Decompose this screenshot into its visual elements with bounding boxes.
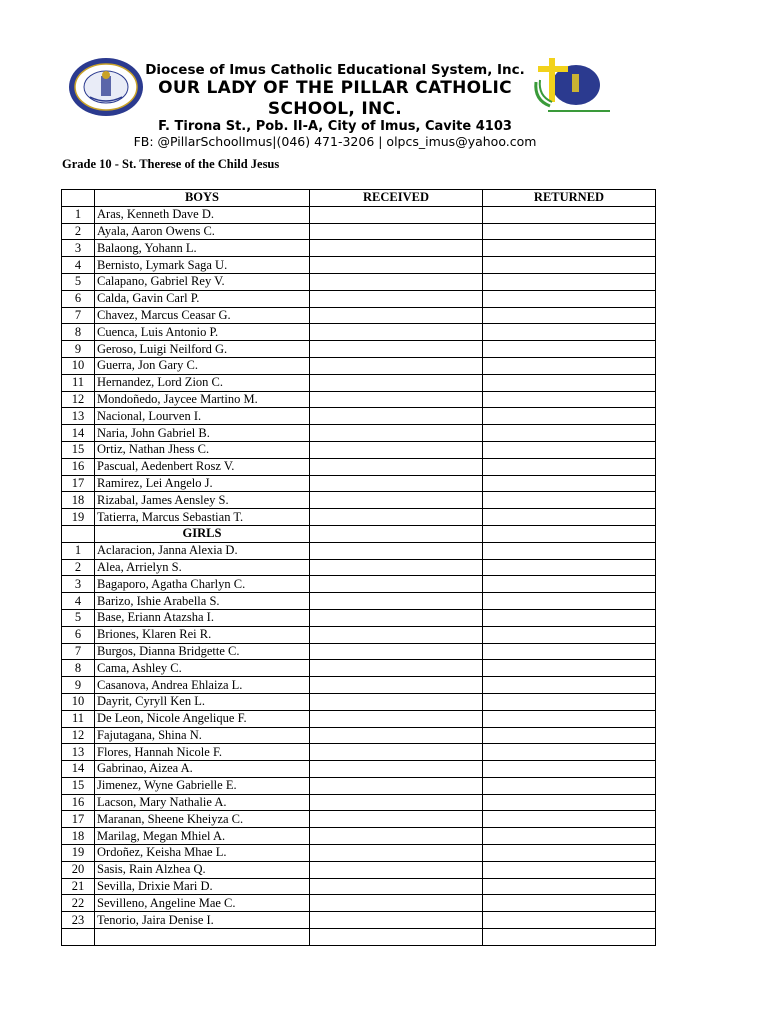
received-cell[interactable] xyxy=(310,811,483,828)
table-row xyxy=(62,408,656,425)
student-name: Cama, Ashley C. xyxy=(95,660,310,677)
returned-cell[interactable] xyxy=(483,475,656,492)
received-cell[interactable] xyxy=(310,240,483,257)
student-name: Marilag, Megan Mhiel A. xyxy=(95,828,310,845)
letterhead xyxy=(0,0,768,150)
table-row xyxy=(62,509,656,526)
student-name: Barizo, Ishie Arabella S. xyxy=(95,593,310,610)
student-name: Tatierra, Marcus Sebastian T. xyxy=(95,509,310,526)
student-name: Casanova, Andrea Ehlaiza L. xyxy=(95,677,310,694)
received-cell[interactable] xyxy=(310,710,483,727)
received-cell[interactable] xyxy=(310,542,483,559)
school-name-line2: SCHOOL, INC. xyxy=(267,99,403,119)
student-name: Calda, Gavin Carl P. xyxy=(95,290,310,307)
table-row xyxy=(62,677,656,694)
table-row xyxy=(62,727,656,744)
row-number: 4 xyxy=(62,593,95,610)
table-row xyxy=(62,693,656,710)
school-contact: FB: @PillarSchoolImus|(046) 471-3206 | olpcs_imus@yahoo.com xyxy=(133,134,537,149)
table-row xyxy=(62,593,656,610)
row-number: 8 xyxy=(62,324,95,341)
row-number: 7 xyxy=(62,307,95,324)
table-row xyxy=(62,307,656,324)
row-number: 2 xyxy=(62,559,95,576)
returned-cell[interactable] xyxy=(483,290,656,307)
school-address: F. Tirona St., Pob. II-A, City of Imus, Cavite 4103 xyxy=(158,119,512,134)
returned-cell[interactable] xyxy=(483,727,656,744)
received-cell[interactable] xyxy=(310,206,483,223)
received-cell[interactable] xyxy=(310,626,483,643)
received-cell[interactable] xyxy=(310,559,483,576)
student-name: Rizabal, James Aensley S. xyxy=(95,492,310,509)
returned-cell[interactable] xyxy=(483,929,656,946)
returned-cell[interactable] xyxy=(483,878,656,895)
returned-cell[interactable] xyxy=(483,777,656,794)
row-number: 11 xyxy=(62,374,95,391)
table-row xyxy=(62,475,656,492)
received-cell[interactable] xyxy=(310,408,483,425)
school-seal-icon xyxy=(68,57,144,117)
returned-cell[interactable] xyxy=(483,626,656,643)
student-name: Naria, John Gabriel B. xyxy=(95,425,310,442)
table-row xyxy=(62,744,656,761)
row-number: 18 xyxy=(62,492,95,509)
returned-cell[interactable] xyxy=(483,257,656,274)
returned-cell[interactable] xyxy=(483,643,656,660)
received-cell[interactable] xyxy=(310,744,483,761)
student-name: Bernisto, Lymark Saga U. xyxy=(95,257,310,274)
student-name: Balaong, Yohann L. xyxy=(95,240,310,257)
table-row xyxy=(62,626,656,643)
returned-cell[interactable] xyxy=(483,609,656,626)
returned-cell[interactable] xyxy=(483,206,656,223)
row-number: 7 xyxy=(62,643,95,660)
girls-section-label: GIRLS xyxy=(95,525,310,542)
received-column-header: RECEIVED xyxy=(310,190,483,207)
row-number: 14 xyxy=(62,761,95,778)
table-row xyxy=(62,240,656,257)
table-row xyxy=(62,374,656,391)
boys-column-header: BOYS xyxy=(95,190,310,207)
student-name: Gabrinao, Aizea A. xyxy=(95,761,310,778)
row-number: 16 xyxy=(62,794,95,811)
returned-cell[interactable] xyxy=(483,761,656,778)
table-row xyxy=(62,257,656,274)
table-row xyxy=(62,861,656,878)
row-number: 4 xyxy=(62,257,95,274)
row-number: 15 xyxy=(62,441,95,458)
returned-cell[interactable] xyxy=(483,895,656,912)
student-name: Fajutagana, Shina N. xyxy=(95,727,310,744)
row-number: 2 xyxy=(62,223,95,240)
row-number: 6 xyxy=(62,290,95,307)
returned-cell[interactable] xyxy=(483,408,656,425)
row-number: 1 xyxy=(62,206,95,223)
table-row xyxy=(62,576,656,593)
table-row xyxy=(62,492,656,509)
returned-cell[interactable] xyxy=(483,492,656,509)
number-column-header xyxy=(62,190,95,207)
row-number: 15 xyxy=(62,777,95,794)
student-name: Alea, Arrielyn S. xyxy=(95,559,310,576)
row-number: 20 xyxy=(62,861,95,878)
received-cell[interactable] xyxy=(310,341,483,358)
received-cell[interactable] xyxy=(310,290,483,307)
student-name: Aras, Kenneth Dave D. xyxy=(95,206,310,223)
table-header-row xyxy=(62,190,656,207)
returned-cell[interactable] xyxy=(483,223,656,240)
student-name: Mondoñedo, Jaycee Martino M. xyxy=(95,391,310,408)
student-name: Geroso, Luigi Neilford G. xyxy=(95,341,310,358)
row-number: 22 xyxy=(62,895,95,912)
student-name: Briones, Klaren Rei R. xyxy=(95,626,310,643)
received-cell[interactable] xyxy=(310,794,483,811)
student-name: Jimenez, Wyne Gabrielle E. xyxy=(95,777,310,794)
student-name: Sasis, Rain Alzhea Q. xyxy=(95,861,310,878)
received-cell[interactable] xyxy=(310,492,483,509)
received-cell[interactable] xyxy=(310,929,483,946)
table-row xyxy=(62,643,656,660)
returned-cell[interactable] xyxy=(483,794,656,811)
row-number: 10 xyxy=(62,693,95,710)
row-number: 1 xyxy=(62,542,95,559)
table-row xyxy=(62,609,656,626)
returned-cell[interactable] xyxy=(483,273,656,290)
school-name-block xyxy=(140,62,530,120)
received-cell[interactable] xyxy=(310,458,483,475)
student-name: Nacional, Lourven I. xyxy=(95,408,310,425)
row-number: 5 xyxy=(62,609,95,626)
received-cell[interactable] xyxy=(310,845,483,862)
returned-cell[interactable] xyxy=(483,391,656,408)
student-name: Burgos, Dianna Bridgette C. xyxy=(95,643,310,660)
returned-cell[interactable] xyxy=(483,811,656,828)
table-row xyxy=(62,357,656,374)
table-row xyxy=(62,845,656,862)
received-cell[interactable] xyxy=(310,593,483,610)
returned-cell[interactable] xyxy=(483,693,656,710)
row-number: 9 xyxy=(62,677,95,694)
row-number: 19 xyxy=(62,845,95,862)
cross-emblem-icon xyxy=(530,52,612,118)
received-cell[interactable] xyxy=(310,609,483,626)
row-number: 19 xyxy=(62,509,95,526)
row-number: 3 xyxy=(62,576,95,593)
table-row xyxy=(62,391,656,408)
student-name: Ortiz, Nathan Jhess C. xyxy=(95,441,310,458)
table-row xyxy=(62,290,656,307)
received-cell[interactable] xyxy=(310,643,483,660)
row-number: 17 xyxy=(62,475,95,492)
returned-column-header: RETURNED xyxy=(483,190,656,207)
returned-cell[interactable] xyxy=(483,710,656,727)
student-name: Guerra, Jon Gary C. xyxy=(95,357,310,374)
student-name: Pascual, Aedenbert Rosz V. xyxy=(95,458,310,475)
received-cell[interactable] xyxy=(310,307,483,324)
returned-cell[interactable] xyxy=(483,525,656,542)
received-cell[interactable] xyxy=(310,324,483,341)
table-row xyxy=(62,458,656,475)
roster-table xyxy=(61,189,656,946)
table-row xyxy=(62,341,656,358)
returned-cell[interactable] xyxy=(483,357,656,374)
received-cell[interactable] xyxy=(310,912,483,929)
received-cell[interactable] xyxy=(310,223,483,240)
received-cell[interactable] xyxy=(310,861,483,878)
returned-cell[interactable] xyxy=(483,509,656,526)
table-row xyxy=(62,324,656,341)
table-row xyxy=(62,878,656,895)
received-cell[interactable] xyxy=(310,895,483,912)
student-name: Flores, Hannah Nicole F. xyxy=(95,744,310,761)
received-cell[interactable] xyxy=(310,878,483,895)
row-number: 5 xyxy=(62,273,95,290)
received-cell[interactable] xyxy=(310,677,483,694)
returned-cell[interactable] xyxy=(483,576,656,593)
row-number: 9 xyxy=(62,341,95,358)
returned-cell[interactable] xyxy=(483,744,656,761)
student-name: Hernandez, Lord Zion C. xyxy=(95,374,310,391)
table-row xyxy=(62,425,656,442)
row-number: 18 xyxy=(62,828,95,845)
blank-name-cell xyxy=(95,929,310,946)
student-name: Base, Eriann Atazsha I. xyxy=(95,609,310,626)
girls-section-row xyxy=(62,525,656,542)
table-row xyxy=(62,273,656,290)
table-row xyxy=(62,441,656,458)
returned-cell[interactable] xyxy=(483,828,656,845)
table-row xyxy=(62,660,656,677)
row-number: 21 xyxy=(62,878,95,895)
returned-cell[interactable] xyxy=(483,425,656,442)
received-cell[interactable] xyxy=(310,425,483,442)
table-row xyxy=(62,223,656,240)
blank-row xyxy=(62,929,656,946)
student-name: Ramirez, Lei Angelo J. xyxy=(95,475,310,492)
returned-cell[interactable] xyxy=(483,845,656,862)
roster-body xyxy=(62,206,656,945)
row-number: 6 xyxy=(62,626,95,643)
row-number: 17 xyxy=(62,811,95,828)
row-number: 14 xyxy=(62,425,95,442)
received-cell[interactable] xyxy=(310,693,483,710)
student-name: Ayala, Aaron Owens C. xyxy=(95,223,310,240)
table-row xyxy=(62,811,656,828)
returned-cell[interactable] xyxy=(483,542,656,559)
row-number: 3 xyxy=(62,240,95,257)
received-cell[interactable] xyxy=(310,509,483,526)
returned-cell[interactable] xyxy=(483,559,656,576)
girls-number-cell xyxy=(62,525,95,542)
table-row xyxy=(62,777,656,794)
student-name: Tenorio, Jaira Denise I. xyxy=(95,912,310,929)
row-number: 12 xyxy=(62,391,95,408)
returned-cell[interactable] xyxy=(483,324,656,341)
row-number: 23 xyxy=(62,912,95,929)
student-name: Lacson, Mary Nathalie A. xyxy=(95,794,310,811)
row-number: 16 xyxy=(62,458,95,475)
student-name: Maranan, Sheene Kheiyza C. xyxy=(95,811,310,828)
table-row xyxy=(62,559,656,576)
table-row xyxy=(62,794,656,811)
received-cell[interactable] xyxy=(310,441,483,458)
table-row xyxy=(62,761,656,778)
student-name: Ordoñez, Keisha Mhae L. xyxy=(95,845,310,862)
student-name: Cuenca, Luis Antonio P. xyxy=(95,324,310,341)
student-name: Sevilla, Drixie Mari D. xyxy=(95,878,310,895)
table-row xyxy=(62,206,656,223)
received-cell[interactable] xyxy=(310,576,483,593)
row-number: 11 xyxy=(62,710,95,727)
returned-cell[interactable] xyxy=(483,307,656,324)
returned-cell[interactable] xyxy=(483,458,656,475)
returned-cell[interactable] xyxy=(483,341,656,358)
received-cell[interactable] xyxy=(310,761,483,778)
received-cell[interactable] xyxy=(310,257,483,274)
blank-number-cell xyxy=(62,929,95,946)
student-name: Dayrit, Cyryll Ken L. xyxy=(95,693,310,710)
student-name: Aclaracion, Janna Alexia D. xyxy=(95,542,310,559)
table-row xyxy=(62,912,656,929)
returned-cell[interactable] xyxy=(483,861,656,878)
returned-cell[interactable] xyxy=(483,677,656,694)
diocese-name: Diocese of Imus Catholic Educational System, Inc. xyxy=(145,62,525,78)
received-cell[interactable] xyxy=(310,777,483,794)
row-number: 13 xyxy=(62,744,95,761)
student-name: Chavez, Marcus Ceasar G. xyxy=(95,307,310,324)
returned-cell[interactable] xyxy=(483,593,656,610)
row-number: 8 xyxy=(62,660,95,677)
table-row xyxy=(62,828,656,845)
table-row xyxy=(62,542,656,559)
student-name: De Leon, Nicole Angelique F. xyxy=(95,710,310,727)
returned-cell[interactable] xyxy=(483,240,656,257)
table-row xyxy=(62,895,656,912)
table-row xyxy=(62,710,656,727)
student-name: Calapano, Gabriel Rey V. xyxy=(95,273,310,290)
returned-cell[interactable] xyxy=(483,912,656,929)
received-cell[interactable] xyxy=(310,828,483,845)
row-number: 10 xyxy=(62,357,95,374)
returned-cell[interactable] xyxy=(483,441,656,458)
returned-cell[interactable] xyxy=(483,374,656,391)
row-number: 13 xyxy=(62,408,95,425)
received-cell[interactable] xyxy=(310,273,483,290)
row-number: 12 xyxy=(62,727,95,744)
received-cell[interactable] xyxy=(310,374,483,391)
school-name-line1: OUR LADY OF THE PILLAR CATHOLIC xyxy=(158,78,512,98)
student-name: Sevilleno, Angeline Mae C. xyxy=(95,895,310,912)
student-name: Bagaporo, Agatha Charlyn C. xyxy=(95,576,310,593)
received-cell[interactable] xyxy=(310,475,483,492)
received-cell[interactable] xyxy=(310,660,483,677)
received-cell[interactable] xyxy=(310,727,483,744)
received-cell[interactable] xyxy=(310,391,483,408)
received-cell[interactable] xyxy=(310,525,483,542)
returned-cell[interactable] xyxy=(483,660,656,677)
received-cell[interactable] xyxy=(310,357,483,374)
section-title: Grade 10 - St. Therese of the Child Jesus xyxy=(62,157,280,171)
